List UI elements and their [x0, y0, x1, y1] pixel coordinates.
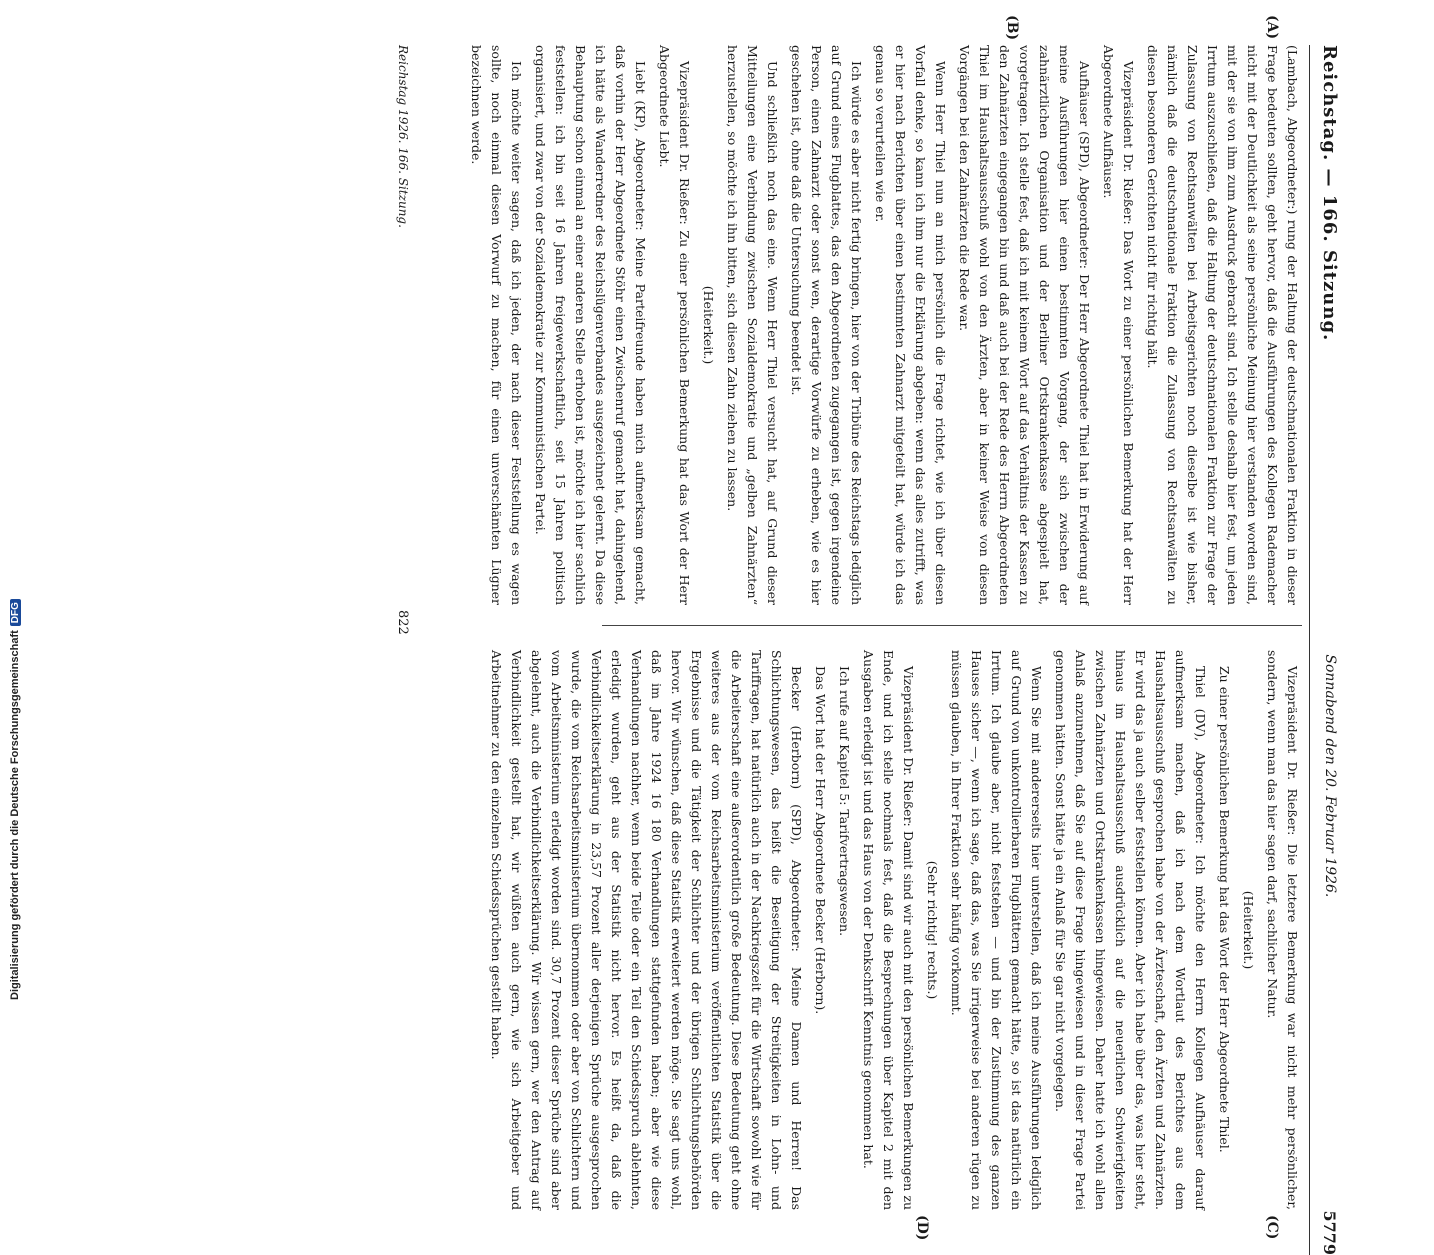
- page-header: [1315, 45, 1345, 1255]
- page-title: Reichstag. — 166. Sitzung.: [1319, 45, 1341, 342]
- paragraph: Vizepräsident Dr. Rießer: Das Wort zu einer persönlichen Bemerkung hat der Herr Abgeordnete Aufhäuser.: [1101, 45, 1136, 605]
- left-column: [462, 45, 1302, 605]
- paragraph: Aufhäuser (SPD), Abgeordneter: Der Herr Abgeordnete Thiel hat in Erwiderung auf meine Ausführungen hier einen bestimmten Vorgang, der sich zwischen der zahnärztlichen Organisation und der Berliner Ortskrankenkasse abgespielt hat, vorgetragen. Ich stelle fest, daß ich mit keinem Wort auf das Verhältnis der Kassen zu den Zahnärzten eingegangen bin und daß auch bei der Rede des Herrn Abgeordneten Thiel im Haushaltsausschuß wohl von den Ärzten, aber in keiner Weise von diesen Vorgängen bei den Zahnärzten die Rede war.: [957, 45, 1092, 605]
- paragraph: Vizepräsident Dr. Rießer: Zu einer persönlichen Bemerkung hat das Wort der Herr Abgeordnete Liebt.: [657, 45, 692, 605]
- dfg-logo: DFG: [10, 599, 21, 626]
- paragraph: Thiel (DV), Abgeordneter: Ich möchte den Herrn Kollegen Aufhäuser darauf aufmerksam machen, daß ich nach dem Wortlaut des Berichtes aus dem Haushaltsausschuß gesprochen habe von der Ärzteschaft, den Ärzten und Zahnärzten. Er wird das ja auch selber feststellen können. Aber ich habe über das, was hier steht, hinaus im Haushaltsausschuß ausdrücklich auf die neuerlichen Schwierigkeiten zwischen Zahnärzten und Ortskrankenkassen hingewiesen. Daher hatte ich wohl allen Anlaß anzunehmen, daß Sie auf diese Frage hingewiesen und in dieser Frage Partei genommen hätten. Sonst hätte ja ein Anlaß für Sie gar nicht vorgelegen.: [1053, 650, 1208, 1210]
- paragraph: Vizepräsident Dr. Rießer: Die letztere Bemerkung war nicht mehr persönlicher, sondern, wenn man das hier sagen darf, sachlicher Natur.: [1265, 650, 1300, 1210]
- paragraph: Ich möchte weiter sagen, daß ich jeden, der nach dieser Feststellung es wagen sollte, noch einmal diesen Vorwurf zu machen, für einen unverschämten Lügner bezeichnen werde.: [469, 45, 524, 605]
- paragraph: Und schließlich noch das eine. Wenn Herr Thiel versucht hat, auf Grund dieser Mitteilungen eine Verbindung zwischen Sozialdemokratie und „gelben Zahnärzten“ herzustellen, so möchte ich ihn bitten, sich diesen Zahn ziehen zu lassen.: [725, 45, 780, 605]
- digitization-credit: [5, 0, 25, 1000]
- paragraph: Liebt (KP), Abgeordneter: Meine Parteifreunde haben mich aufmerksam gemacht, daß vorhin der Herr Abgeordnete Stöhr einen Zwischenruf gemacht hat, dahingehend, ich hätte als Wanderredner des Reichslügenverbandes ausgezeichnet gelernt. Da diese Behauptung schon einmal an einer anderen Stelle erhoben ist, möchte ich hier sachlich feststellen: ich bin seit 16 Jahren freigewerkschaftlich, seit 15 Jahren politisch organisiert, und zwar von der Sozialdemokratie zur Kommunistischen Partei.: [533, 45, 648, 605]
- column-divider: [602, 625, 1302, 626]
- margin-mark-d: (D): [914, 1215, 930, 1241]
- header-rule: [1309, 45, 1310, 1255]
- paragraph: Ich würde es aber nicht fertig bringen, hier von der Tribüne des Reichstags lediglich auf Grund eines Flugblattes, das den Abgeordneten zugegangen ist, gegen irgendeine Person, einen Zahnarzt oder sonst wen, derartige Vorwürfe zu erheben, wie es hier geschehen ist, ohne daß die Untersuchung beendet ist.: [789, 45, 864, 605]
- margin-mark-a: (A): [1264, 15, 1280, 40]
- margin-mark-c: (C): [1264, 1215, 1280, 1240]
- interjection: (Heiterkeit.): [701, 285, 716, 365]
- page-number: 5779: [1320, 1210, 1340, 1255]
- paragraph: Vizepräsident Dr. Rießer: Damit sind wir auch mit den persönlichen Bemerkungen zu Ende, und ich stelle nochmals fest, daß die Besprechungen über Kapitel 2 mit den Ausgaben erledigt ist und das Haus von der Denkschrift Kenntnis genommen hat.: [861, 650, 916, 1210]
- paragraph: Wenn Herr Thiel nun an mich persönlich die Frage richtet, wie ich über diesen Vorfall denke, so kann ich ihm nur die Erklärung abgeben: wenn das alles zutrifft, was er hier nach Berichten über einen bestimmten Zahnarzt mitgeteilt hat, würde ich das genau so verurteilen wie er.: [873, 45, 948, 605]
- interjection: (Sehr richtig! rechts.): [925, 860, 940, 1000]
- page-date: Sonnabend den 20. Februar 1926.: [1322, 654, 1338, 898]
- paragraph: Wenn Sie mit andererseits hier unterstellen, daß ich meine Ausführungen lediglich auf Grund von unkontrollierbaren Flugblättern gemacht hätte, so ist das natürlich ein Irrtum. Ich glaube aber, nicht feststehen — und bin der Zustimmung des ganzen Hauses sicher —, wenn ich sage, daß das, was Sie irrigerweise bei anderen rügen zu müssen glauben, in Ihrer Fraktion sehr häufig vorkommt.: [949, 650, 1044, 1210]
- footer-number: 822: [395, 610, 410, 635]
- rotated-document-page: [120, 10, 1350, 1255]
- margin-mark-b: (B): [1004, 15, 1020, 41]
- paragraph: (Lambach, Abgeordneter:) rung der Haltung der deutschnationalen Fraktion in dieser Frage bedeuten sollten, geht hervor, daß die Ausführungen des Kollegen Rademacher nicht mit der Deutlichkeit als seine persönliche Meinung hier verstanden worden sind, mit der sie von ihm zum Ausdruck gebracht sind. Ich stelle deshalb hier fest, um jeden Irrtum auszuschließen, daß die Haltung der deutschnationalen Fraktion zur Frage der Zulassung von Rechtsanwälten bei Arbeitsgerichten noch dieselbe ist wie bisher, nämlich daß die deutschnationale Fraktion die Zulassung von Rechtsanwälten zu diesen besonderen Gerichten nicht für richtig hält.: [1145, 45, 1300, 605]
- paragraph: Das Wort hat der Herr Abgeordnete Becker (Herborn).: [813, 666, 828, 1015]
- interjection: (Heiterkeit.): [1241, 890, 1256, 970]
- page-footer: Reichstag 1926. 166. Sitzung.: [396, 45, 410, 228]
- paragraph: Becker (Herborn) (SPD), Abgeordneter: Meine Damen und Herren! Das Schlichtungswesen, das heißt die Beseitigung der Streitigkeiten in Lohn- und Tariffragen, hat natürlich auch in der Nachkriegszeit für die Wirtschaft sowohl wie für die Arbeiterschaft eine außerordentlich große Bedeutung. Diese Bedeutung geht ohne weiteres aus der vom Reichsarbeitsministerium veröffentlichten Statistik über die Ergebnisse und die Tätigkeit der Schlichter und der übrigen Schlichtungsbehörden hervor. Wir wünschen, daß diese Statistik erweitert werden möge. Sie sagt uns wohl, daß im Jahre 1924 16 180 Verhandlungen stattgefunden haben; aber wie diese Verhandlungen nachher, wenn beide Teile oder ein Teil den Schiedsspruch ablehnten, erledigt wurden, geht aus der Statistik nicht hervor. Es heißt da, daß die Verbindlichkeitserklärung in 23,57 Prozent aller derjenigen Sprüche ausgesprochen wurde, die vom Reichsarbeitsministerium übernommen oder aber von Schlichtern und vom Arbeitsministerium erledigt worden sind. 30,7 Prozent dieser Sprüche sind aber abgelehnt, auch die Verbindlichkeitserklärung. Wir wissen gern, wer den Antrag auf Verbindlichkeit gestellt hat, wir wüßten auch gern, wie sich Arbeitgeber und Arbeitnehmer zu den einzelnen Schiedssprüchen gestellt haben.: [489, 650, 804, 1210]
- paragraph: Zu einer persönlichen Bemerkung hat das Wort der Herr Abgeordnete Thiel.: [1217, 666, 1232, 1153]
- right-column: [482, 650, 1302, 1210]
- paragraph: Ich rufe auf Kapitel 5: Tarifvertragswesen.: [837, 666, 852, 937]
- credit-text: Digitalisierung gefördert durch die Deutsche Forschungsgemeinschaft: [9, 630, 21, 1000]
